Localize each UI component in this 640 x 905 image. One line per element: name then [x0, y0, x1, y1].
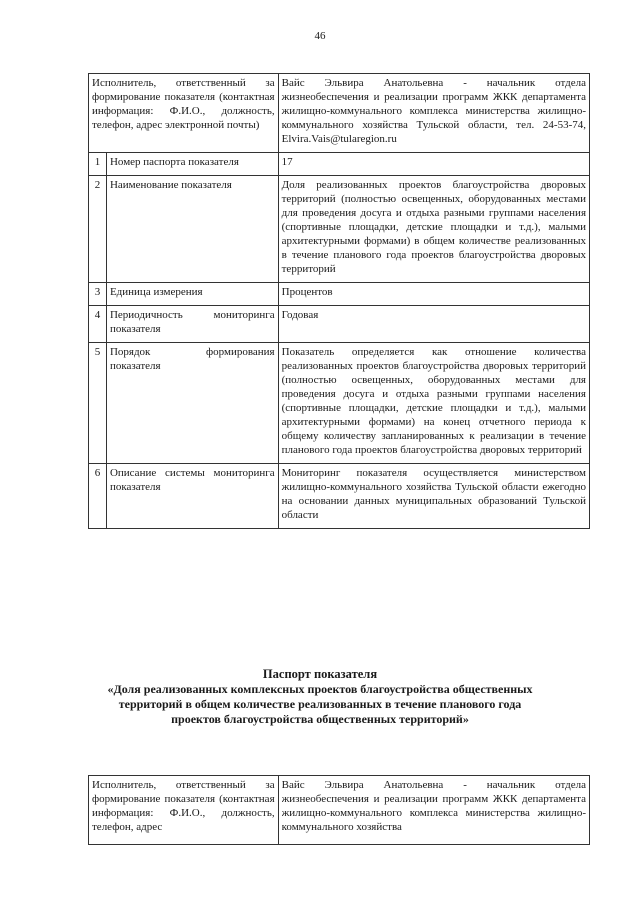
table-row: [89, 343, 590, 464]
passport-title: «Доля реализованных комплексных проектов благоустройства общественных территорий в общем количестве реализованных в течение планового года проектов благоустройства общественных территорий»: [107, 682, 533, 726]
indicator-passport-table: [88, 73, 590, 529]
row-label: Периодичность мониторинга показателя: [106, 306, 278, 343]
row-number: 1: [89, 153, 107, 176]
table-row: [89, 153, 590, 176]
passport-heading: Паспорт показателя: [262, 667, 378, 681]
executor-value: Вайс Эльвира Анатольевна - начальник отдела жизнеобеспечения и реализации программ ЖКК департамента жилищно-коммунального комплекса министерства жилищно-коммунального хозяйства: [278, 776, 589, 845]
row-label: Наименование показателя: [106, 176, 278, 283]
row-value: Мониторинг показателя осуществляется министерством жилищно-коммунального хозяйства Тульской области ежегодно на основании данных муниципальных образований Тульской области: [278, 464, 589, 529]
row-label: Описание системы мониторинга показателя: [106, 464, 278, 529]
row-label: Порядок формирования показателя: [106, 343, 278, 464]
row-number: 4: [89, 306, 107, 343]
row-value: Процентов: [278, 283, 589, 306]
executor-label: Исполнитель, ответственный за формирование показателя (контактная информация: Ф.И.О., должность, телефон, адрес: [89, 776, 279, 845]
table-row: [89, 464, 590, 529]
row-value: Показатель определяется как отношение количества реализованных проектов благоустройства дворовых территорий (полностью освещенных, оборудованных местами для проведения досуга и отдыха разными группами населения (спортивные площадки, детские площадки и т.д.), малыми архитектурными формами) на конец отчетного периода к общему количеству запланированных к реализации в течение планового года проектов благоустройства дворовых территорий: [278, 343, 589, 464]
table-row-executor: [89, 74, 590, 153]
table-row: [89, 176, 590, 283]
row-label: Номер паспорта показателя: [106, 153, 278, 176]
table-row: [89, 283, 590, 306]
passport-heading-block: [100, 667, 540, 727]
row-number: 2: [89, 176, 107, 283]
row-number: 5: [89, 343, 107, 464]
executor-label: Исполнитель, ответственный за формирование показателя (контактная информация: Ф.И.О., должность, телефон, адрес электронной почты): [89, 74, 279, 153]
table-row-executor: [89, 776, 590, 845]
row-number: 6: [89, 464, 107, 529]
indicator-passport-table-continued: [88, 775, 590, 845]
row-value: Годовая: [278, 306, 589, 343]
page-number: 46: [314, 30, 326, 42]
row-value: Доля реализованных проектов благоустройства дворовых территорий (полностью освещенных, оборудованных местами для проведения досуга и отдыха разными группами населения (спортивные площадки, детские площадки и т.д.), малыми архитектурными формами) в общем количестве реализованных в течение планового года проектов благоустройства дворовых территорий: [278, 176, 589, 283]
executor-value: Вайс Эльвира Анатольевна - начальник отдела жизнеобеспечения и реализации программ ЖКК департамента жилищно-коммунального комплекса министерства жилищно-коммунального хозяйства Тульской области, тел. 24-53-74, Elvira.Vais@tularegion.ru: [278, 74, 589, 153]
table-row: [89, 306, 590, 343]
row-value: 17: [278, 153, 589, 176]
row-label: Единица измерения: [106, 283, 278, 306]
row-number: 3: [89, 283, 107, 306]
